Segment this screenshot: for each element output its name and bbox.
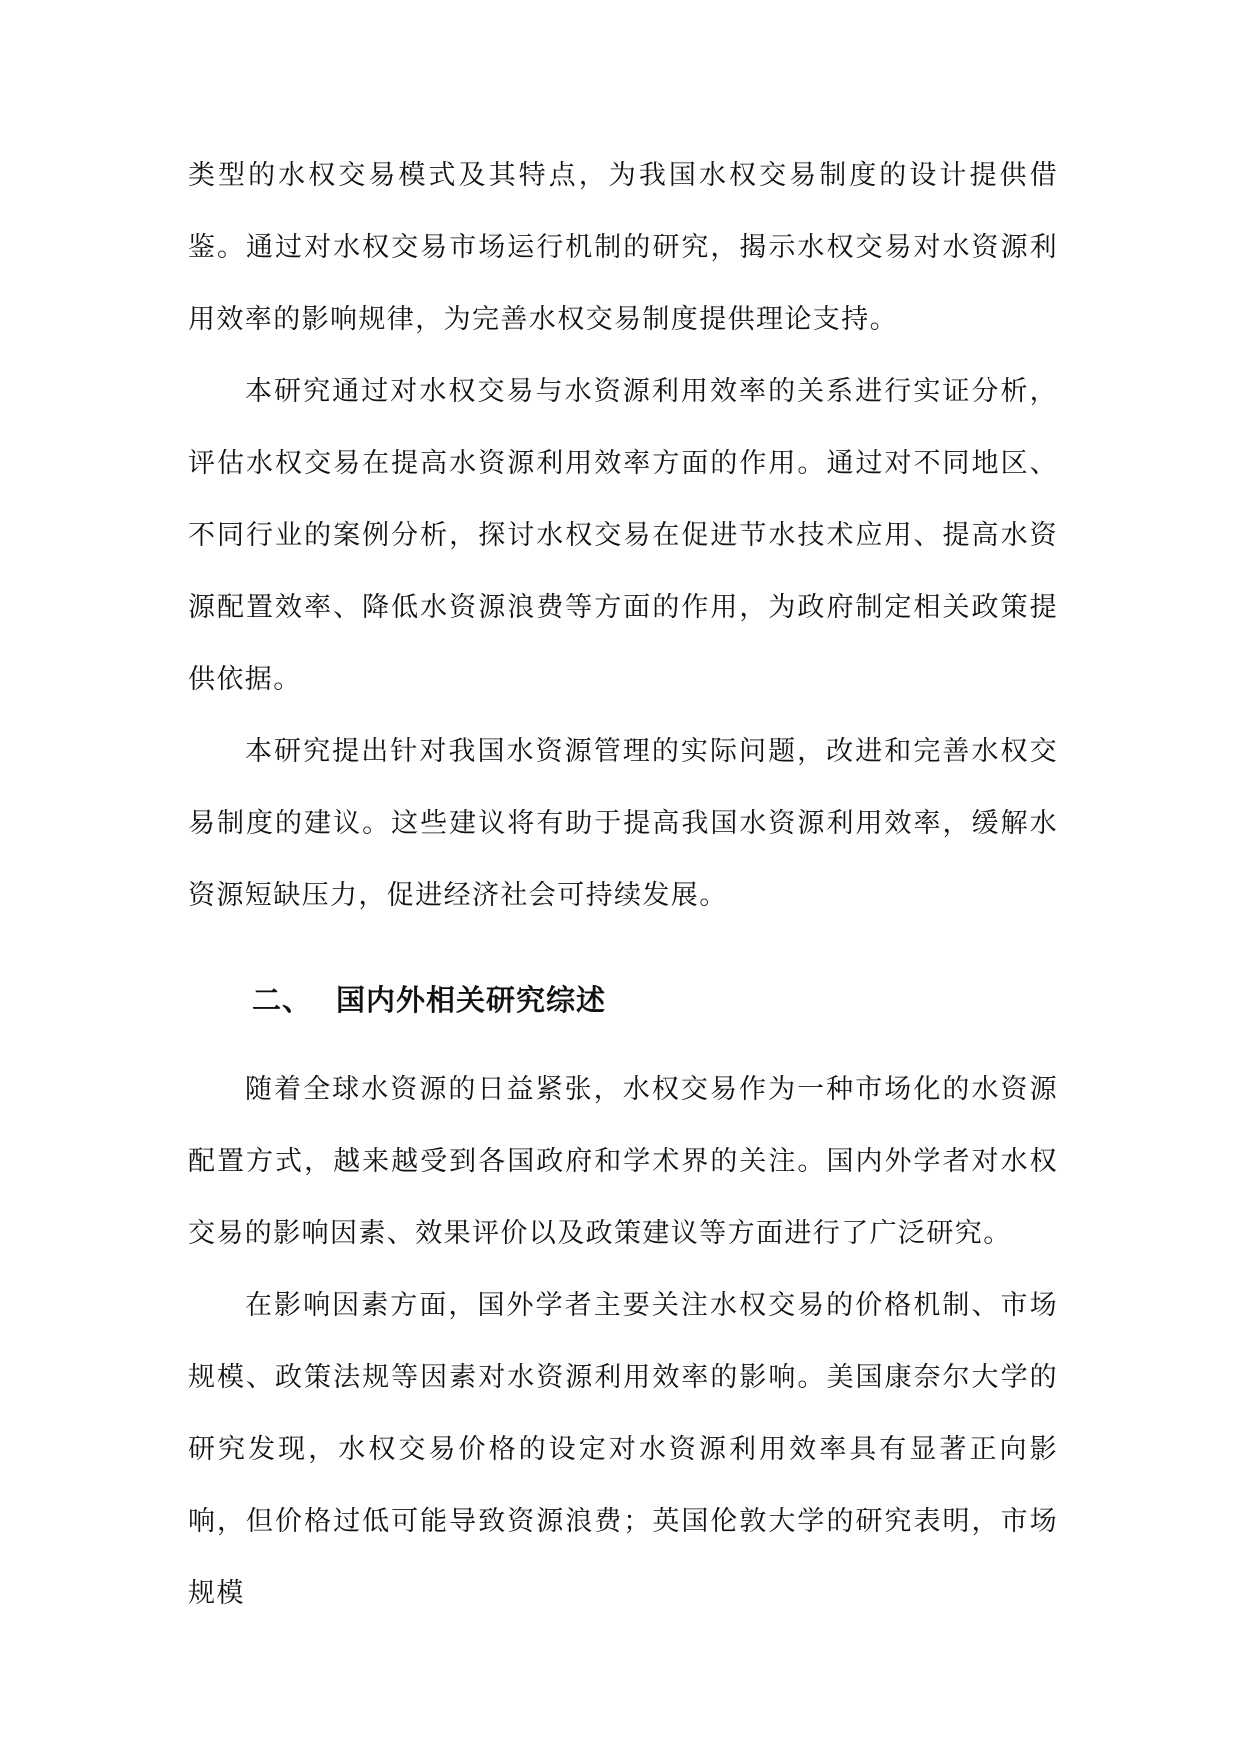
paragraph-empirical-analysis: 本研究通过对水权交易与水资源利用效率的关系进行实证分析，评估水权交易在提高水资源利用效率方面的作用。通过对不同地区、不同行业的案例分析，探讨水权交易在促进节水技术应用、提高水资源配置效率、降低水资源浪费等方面的作用，为政府制定相关政策提供依据。 (188, 376, 1058, 695)
paragraph-background: 随着全球水资源的日益紧张，水权交易作为一种市场化的水资源配置方式，越来越受到各国政府和学术界的关注。国内外学者对水权交易的影响因素、效果评价以及政策建议等方面进行了广泛研究。 (188, 1074, 1058, 1249)
document-body (188, 140, 1058, 1630)
paragraph-policy-suggestions: 本研究提出针对我国水资源管理的实际问题，改进和完善水权交易制度的建议。这些建议将有助于提高我国水资源利用效率，缓解水资源短缺压力，促进经济社会可持续发展。 (188, 736, 1058, 911)
section-number: 二、 (252, 983, 313, 1017)
section-title: 国内外相关研究综述 (336, 983, 607, 1017)
paragraph-continued: 类型的水权交易模式及其特点，为我国水权交易制度的设计提供借鉴。通过对水权交易市场运行机制的研究，揭示水权交易对水资源利用效率的影响规律，为完善水权交易制度提供理论支持。 (188, 160, 1058, 335)
paragraph-influencing-factors: 在影响因素方面，国外学者主要关注水权交易的价格机制、市场规模、政策法规等因素对水资源利用效率的影响。美国康奈尔大学的研究发现，水权交易价格的设定对水资源利用效率具有显著正向影响，但价格过低可能导致资源浪费；英国伦敦大学的研究表明，市场规模 (188, 1290, 1058, 1609)
section-heading (188, 960, 1058, 1040)
